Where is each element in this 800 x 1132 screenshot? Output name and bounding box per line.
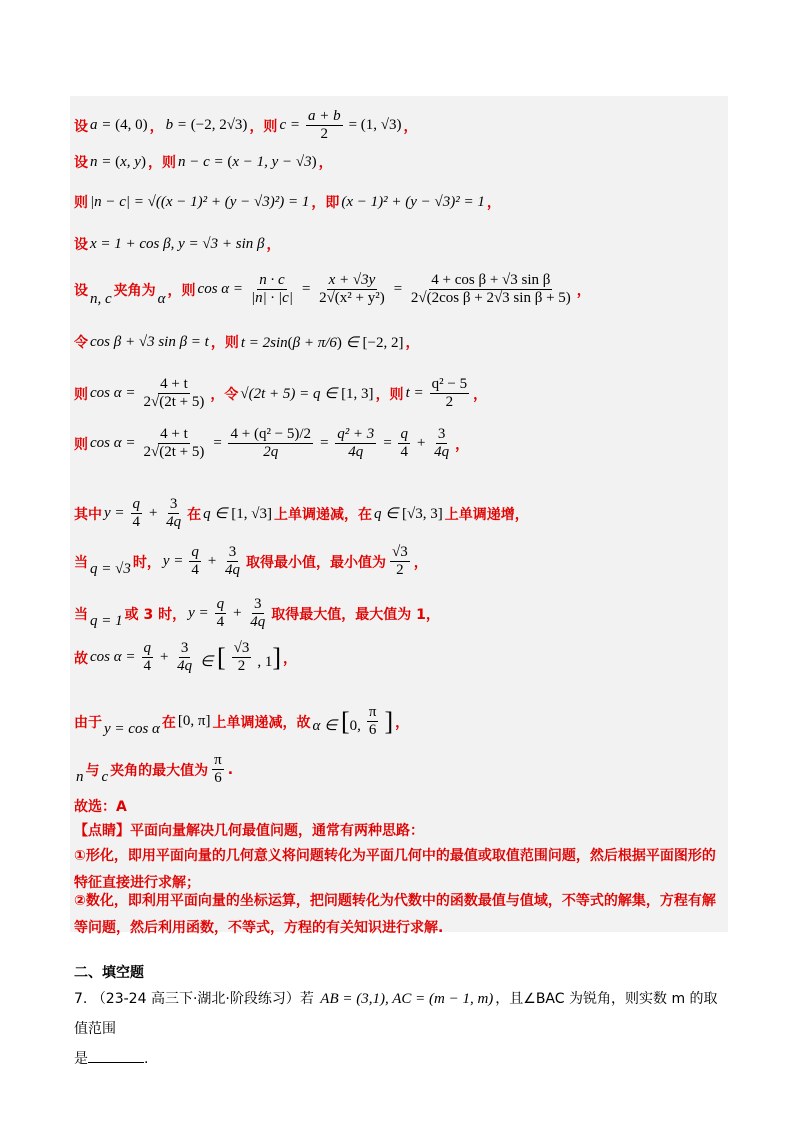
- section-title: 二、填空题: [74, 965, 144, 981]
- formula: c =: [279, 117, 300, 134]
- comment-item-2: ②数化，即利用平面向量的坐标运算，把问题转化为代数中的函数最值与值域，不等式的解集，方程有解等问题，然后利用函数，不等式，方程的有关知识进行求解.: [74, 893, 716, 936]
- solution-line-8: 则 cos α = $\frac{4 + t}{2√(2t + 5)}$ = $\frac{\text{4 + (q² − 5)/2}}{2q}$ = $\frac{\text{q² + 3}}{4q}$ = $\frac{q}{4}$ + $\frac{3}{4q}$ ，: [74, 426, 470, 461]
- question-7: 7. （23-24 高三下·湖北·阶段练习）若 AB = (3,1), AC = (m − 1, m) ，且∠BAC 为锐角，则实数 m 的取值范围 是 .: [74, 991, 718, 1067]
- formula: = (1, √3): [348, 117, 402, 134]
- question-tail: 是: [74, 1051, 88, 1067]
- solution-line-13: 由于 y = cos α 在 [0, π] 上单调递减，故 α ∈ [0, $\frac{\pi}{6}$ ] ，: [74, 704, 410, 739]
- answer-text: 故选：A: [74, 799, 127, 815]
- answer-blank[interactable]: [88, 1048, 144, 1063]
- comment-heading: 【点睛】平面向量解决几何最值问题，通常有两种思路：: [74, 823, 424, 839]
- solution-line-9: 其中 y = $\frac{q}{4}$ + $\frac{3}{4q}$ 在 q ∈ [1, √3] 上单调递减，在 q ∈ [√3, 3] 上单调递增，: [74, 496, 529, 531]
- label: 设: [74, 118, 88, 135]
- formula: b = (−2, 2√3): [165, 117, 248, 134]
- sep: ，: [149, 118, 164, 135]
- solution-line-10: 当 q = √3 时， y = $\frac{q}{4}$ + $\frac{3}{4q}$ 取得最小值，最小值为 $\frac{√3}{2}$ ，: [74, 544, 428, 579]
- solution-line-1: [74, 108, 418, 144]
- sep: ，则: [249, 118, 278, 135]
- solution-line-5: 设 n, c 夹角为 α ，则 cos α = $\frac{n \cdot c}{|n| \cdot |c|}$ = $\frac{x + √3y}{\text{2√(x² + y²)}}$ = $\frac{\text{4 + cos β + √3 sin β}}{\text{2√(2cos β + 2√3 sin β + 5)}}$ ，: [74, 272, 591, 308]
- solution-line-6: 令 cos β + √3 sin β = t ，则 t = 2sin(β + π/6) ∈ [−2, 2] ，: [74, 333, 420, 351]
- sep: ，: [403, 118, 418, 135]
- solution-line-12: 故 cos α = $\frac{q}{4}$ + $\frac{3}{4q}$ ∈ [ $\frac{√3}{2}$ , 1] ，: [74, 640, 298, 675]
- question-condition: ，且∠BAC 为锐角，则实数 m 的取值范围: [74, 991, 718, 1037]
- question-number: 7.: [74, 991, 88, 1007]
- solution-line-2: 设 n = (x, y) ，则 n − c = (x − 1, y − √3) ，: [74, 153, 333, 171]
- solution-line-3: 则 |n − c| = √((x − 1)² + (y − √3)²) = 1 ，即 (x − 1)² + (y − √3)² = 1 ，: [74, 193, 501, 211]
- solution-line-4: 设 x = 1 + cos β, y = √3 + sin β ，: [74, 235, 281, 253]
- solution-line-11: 当 q = 1 或 3 时， y = $\frac{q}{4}$ + $\frac{3}{4q}$ 取得最大值，最大值为 1，: [74, 596, 440, 631]
- solution-line-7: 则 cos α = $\frac{4 + t}{2√(2t + 5)}$ ，令 √(2t + 5) = q ∈ [1, 3] ，则 t = $\frac{\text{q² − 5}}{2}$ ，: [74, 376, 488, 411]
- fraction: $\frac{a + b}{2}$: [307, 108, 341, 143]
- comment-item-1: ①形化，即用平面向量的几何意义将问题转化为平面几何中的最值或取值范围问题，然后根据平面图形的特征直接进行求解；: [74, 848, 716, 891]
- question-vectors: AB = (3,1), AC = (m − 1, m): [320, 991, 494, 1007]
- solution-line-14: n 与 c 夹角的最大值为 $\frac{\pi}{6}$ .: [76, 752, 234, 787]
- question-source: （23-24 高三下·湖北·阶段练习）若: [91, 991, 314, 1007]
- formula: a = (4, 0): [90, 117, 148, 134]
